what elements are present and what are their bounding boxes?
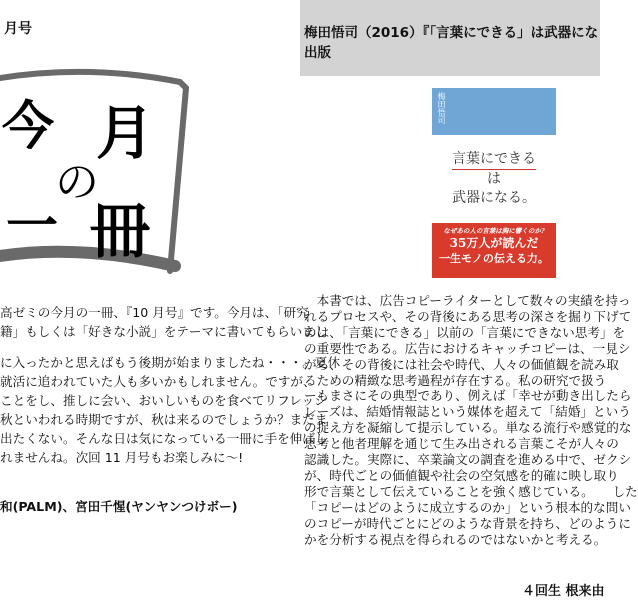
logo-char: 今 bbox=[2, 96, 55, 157]
book-citation-header bbox=[300, 0, 600, 76]
body-line: れるプロセスや、その背後にある思考の深さを掘り下げて bbox=[304, 308, 632, 324]
citation-line: 出版 bbox=[304, 45, 331, 61]
logo-char: 一 bbox=[6, 196, 59, 257]
body-line: るための精緻な思考過程が存在する。私の研究で扱う bbox=[304, 372, 607, 388]
body-line: 形で言葉として伝えていることを強く感じている。 した bbox=[304, 483, 638, 499]
cover-title-line: 言葉にできる bbox=[452, 150, 536, 170]
logo-monthly-book bbox=[0, 66, 190, 281]
body-line: がら、その背後には社会や時代、人々の価値観を読み取 bbox=[304, 356, 619, 372]
author-credit: ４回生 根来由 bbox=[522, 580, 605, 599]
body-line: のコピーが時代ごとにどのような背景を持ち、どのように bbox=[304, 515, 631, 531]
body-line: に入ったかと思えばもう後期が始まりましたね・・・。夏休 bbox=[0, 355, 341, 370]
logo-char: 月 bbox=[96, 99, 155, 167]
cover-red-band bbox=[432, 223, 556, 278]
cover-band-line: 一生モノの伝える力。 bbox=[439, 252, 549, 265]
body-line: の捉え方を凝縮して提示している。単なる流行や感覚的な bbox=[304, 420, 632, 436]
cover-title-line: 武器になる。 bbox=[452, 190, 536, 206]
body-line: 就活に追われていた人も多いかもしれません。ですが、 bbox=[0, 374, 316, 389]
body-line: レーズは、結婚情報誌という媒体を超えて「結婚」という bbox=[304, 404, 631, 420]
body-line: かを分析する視点を得られるのではないかと考える。 bbox=[304, 531, 607, 547]
citation-line: 梅田悟司（2016）『「言葉にできる」は武器にな bbox=[304, 25, 599, 41]
body-line: 「コピーはどのように成立するのか」という根本的な問い bbox=[304, 499, 631, 515]
cover-tagline: なぜあの人の言葉は胸に響くのか? bbox=[443, 227, 545, 235]
body-line: のは、「言葉にできる」以前の「言葉にできない思考」を bbox=[304, 324, 626, 340]
intro-line: 籍」もしくは「好きな小説」をテーマに書いてもらいまし bbox=[0, 324, 328, 339]
book-cover-image bbox=[432, 88, 556, 278]
cover-blue-band bbox=[432, 88, 556, 135]
body-line: ことをし、推しに会い、おいしいものを食べてリフレッシ bbox=[0, 393, 327, 408]
intro-line: 高ゼミの今月の一冊、『10 月号』です。今月は、「研究 bbox=[0, 305, 309, 320]
body-line: 思考と他者理解を通じて生み出される言葉こそが人々の bbox=[304, 436, 619, 452]
issue-heading: 月号 bbox=[4, 21, 32, 37]
editors-credit: 和(PALM)、宮田千惺(ヤンヤンつけボー) bbox=[0, 499, 238, 514]
cover-author: 梅田悟司 bbox=[437, 92, 446, 124]
cover-band-line: 35万人が読んだ bbox=[449, 236, 539, 250]
body-line: が、時代ごとの価値観や社会の空気感を的確に映し取り bbox=[304, 467, 619, 483]
logo-char: の bbox=[55, 157, 99, 208]
body-line: 認識した。実際に、卒業論文の調査を進める中で、ゼクシ bbox=[304, 452, 632, 467]
body-line: 本書では、広告コピーライターとして数々の実績を持っ bbox=[304, 293, 631, 308]
body-line: 秋といわれる時期ですが、秋は来るのでしょうか？まだま bbox=[0, 412, 328, 427]
cover-title bbox=[432, 150, 556, 208]
body-line: 出たくない。そんな日は気になっている一冊に手を伸ばし bbox=[0, 431, 328, 446]
body-line: の重要性である。広告におけるキャッチコピーは、一見シ bbox=[304, 340, 631, 356]
body-line: ーもまさにその典型であり、例えば「幸せが動き出したら bbox=[304, 388, 632, 404]
cover-title-line: は bbox=[487, 171, 501, 187]
body-line: れませんね。次回 11 月号もお楽しみに～! bbox=[0, 450, 244, 465]
logo-char: 冊 bbox=[90, 197, 150, 267]
